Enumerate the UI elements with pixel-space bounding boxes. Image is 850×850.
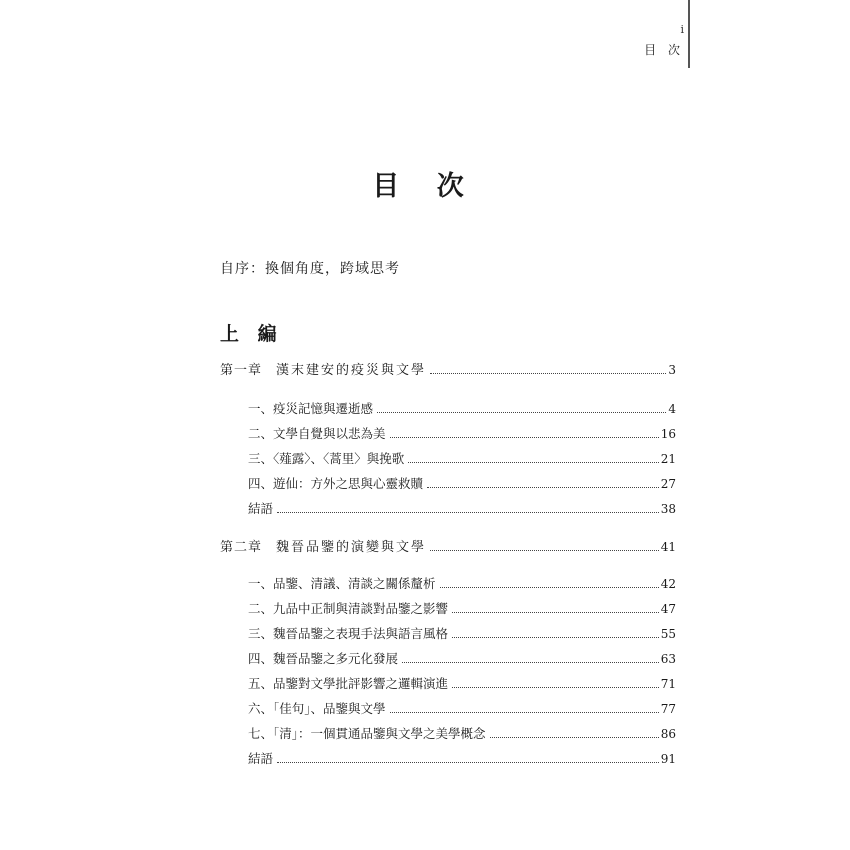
section-title: 結語	[248, 501, 274, 516]
toc-section	[248, 501, 676, 517]
toc-chapter-2	[220, 539, 676, 556]
dot-leader	[427, 487, 659, 488]
section-title: 三、〈薤露〉、〈蒿里〉與挽歌	[248, 451, 405, 466]
page-ref: 77	[660, 702, 676, 716]
chapter-title: 魏晉品鑒的演變與文學	[276, 540, 427, 555]
part-title: 上 編	[220, 323, 283, 345]
section-title: 六、「佳句」、品鑒與文學	[248, 701, 386, 716]
page-ref: 91	[660, 752, 676, 766]
running-title: 目 次	[644, 43, 684, 57]
dot-leader	[402, 662, 659, 663]
dot-leader	[430, 373, 666, 374]
toc-section	[248, 576, 676, 592]
page-ref: 3	[668, 363, 676, 377]
dot-leader	[390, 712, 659, 713]
toc-preface: 自序：換個角度，跨域思考	[220, 261, 400, 277]
dot-leader	[377, 412, 666, 413]
page-ref: 16	[660, 427, 676, 441]
chapter-label: 第二章	[220, 540, 263, 555]
page-ref: 86	[660, 727, 676, 741]
toc-section	[248, 401, 676, 417]
page-ref: 47	[660, 602, 676, 616]
dot-leader	[452, 637, 659, 638]
page-ref: 71	[660, 677, 676, 691]
section-title: 一、品鑒、清議、清談之關係釐析	[248, 576, 436, 591]
section-title: 四、遊仙：方外之思與心靈救贖	[248, 476, 424, 491]
page-ref: 38	[660, 502, 676, 516]
dot-leader	[408, 462, 658, 463]
chapter-title: 漢末建安的疫災與文學	[276, 363, 427, 378]
section-title: 二、文學自覺與以悲為美	[248, 426, 386, 441]
toc-section	[248, 426, 676, 442]
page-number: i	[680, 23, 684, 36]
chapter-label: 第一章	[220, 363, 263, 378]
page-title: 目 次	[372, 171, 478, 202]
section-title: 四、魏晉品鑒之多元化發展	[248, 651, 399, 666]
page-ref: 27	[660, 477, 676, 491]
section-title: 二、九品中正制與清談對品鑒之影響	[248, 601, 449, 616]
page-ref: 42	[660, 577, 676, 591]
page-ref: 63	[660, 652, 676, 666]
section-title: 結語	[248, 751, 274, 766]
toc-section	[248, 601, 676, 617]
running-head	[640, 24, 684, 58]
section-title: 五、品鑒對文學批評影響之邏輯演進	[248, 676, 449, 691]
section-title: 三、魏晉品鑒之表現手法與語言風格	[248, 626, 449, 641]
toc-chapter-1	[220, 362, 676, 379]
page-ref: 4	[668, 402, 676, 416]
dot-leader	[452, 612, 659, 613]
toc-section	[248, 451, 676, 467]
toc-section	[248, 626, 676, 642]
toc-section	[248, 476, 676, 492]
toc-section	[248, 751, 676, 767]
page-ref: 55	[660, 627, 676, 641]
page-ref: 21	[660, 452, 676, 466]
dot-leader	[430, 550, 659, 551]
dot-leader	[440, 587, 659, 588]
dot-leader	[390, 437, 659, 438]
section-title: 一、疫災記憶與遷逝感	[248, 401, 374, 416]
page-edge-line	[688, 0, 690, 68]
dot-leader	[490, 737, 659, 738]
toc-section	[248, 726, 676, 742]
section-title: 七、「清」：一個貫通品鑒與文學之美學概念	[248, 726, 486, 741]
toc-section	[248, 651, 676, 667]
dot-leader	[277, 762, 659, 763]
toc-section	[248, 701, 676, 717]
page-ref: 41	[660, 540, 676, 554]
toc-section	[248, 676, 676, 692]
dot-leader	[452, 687, 659, 688]
dot-leader	[277, 512, 659, 513]
